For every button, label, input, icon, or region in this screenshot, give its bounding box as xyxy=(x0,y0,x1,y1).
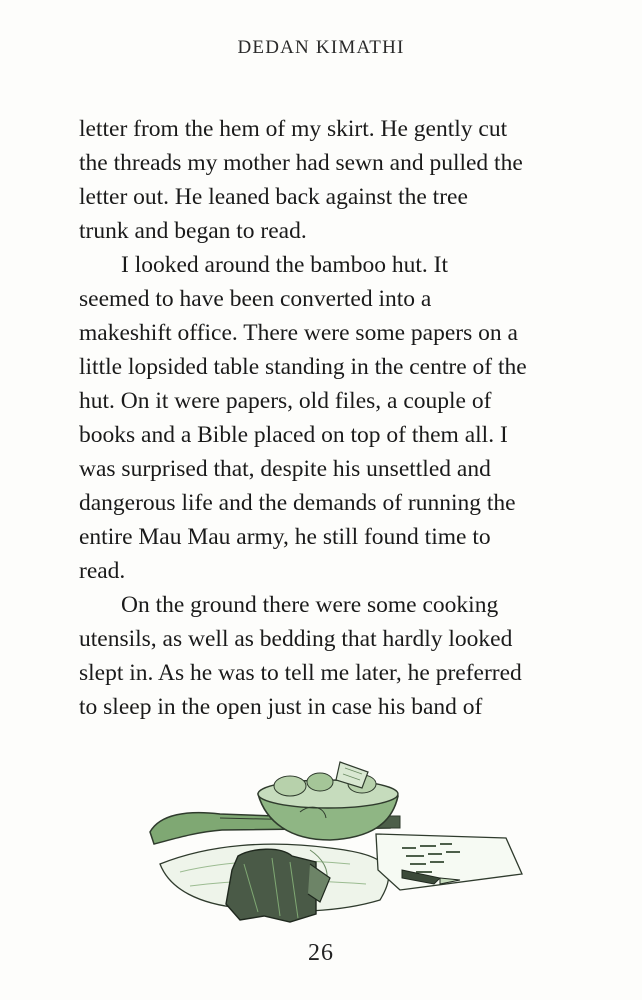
text-line: letter out. He leaned back against the tree xyxy=(79,184,468,210)
text-line: seemed to have been converted into a xyxy=(79,286,432,312)
text-line: dangerous life and the demands of running the xyxy=(79,490,516,516)
body-text xyxy=(79,112,584,724)
text-line: makeshift office. There were some papers on a xyxy=(79,320,518,346)
text-line: entire Mau Mau army, he still found time to xyxy=(79,524,491,550)
text-line: was surprised that, despite his unsettled and xyxy=(79,456,491,482)
text-line: little lopsided table standing in the centre of the xyxy=(79,354,527,380)
camp-utensils-illustration xyxy=(140,752,530,930)
text-line: books and a Bible placed on top of them all. I xyxy=(79,422,508,448)
text-line: slept in. As he was to tell me later, he preferred xyxy=(79,660,522,686)
text-line: read. xyxy=(79,558,126,584)
text-line: letter from the hem of my skirt. He gently cut xyxy=(79,116,508,142)
running-head: DEDAN KIMATHI xyxy=(237,37,405,58)
text-line: the threads my mother had sewn and pulled the xyxy=(79,150,523,176)
text-line: trunk and began to read. xyxy=(79,218,307,244)
text-line: utensils, as well as bedding that hardly looked xyxy=(79,626,513,652)
text-line: I looked around the bamboo hut. It xyxy=(121,252,448,278)
text-line: hut. On it were papers, old files, a couple of xyxy=(79,388,492,414)
text-line: On the ground there were some cooking xyxy=(121,592,499,618)
page-number: 26 xyxy=(308,940,334,966)
text-line: to sleep in the open just in case his band of xyxy=(79,694,483,720)
